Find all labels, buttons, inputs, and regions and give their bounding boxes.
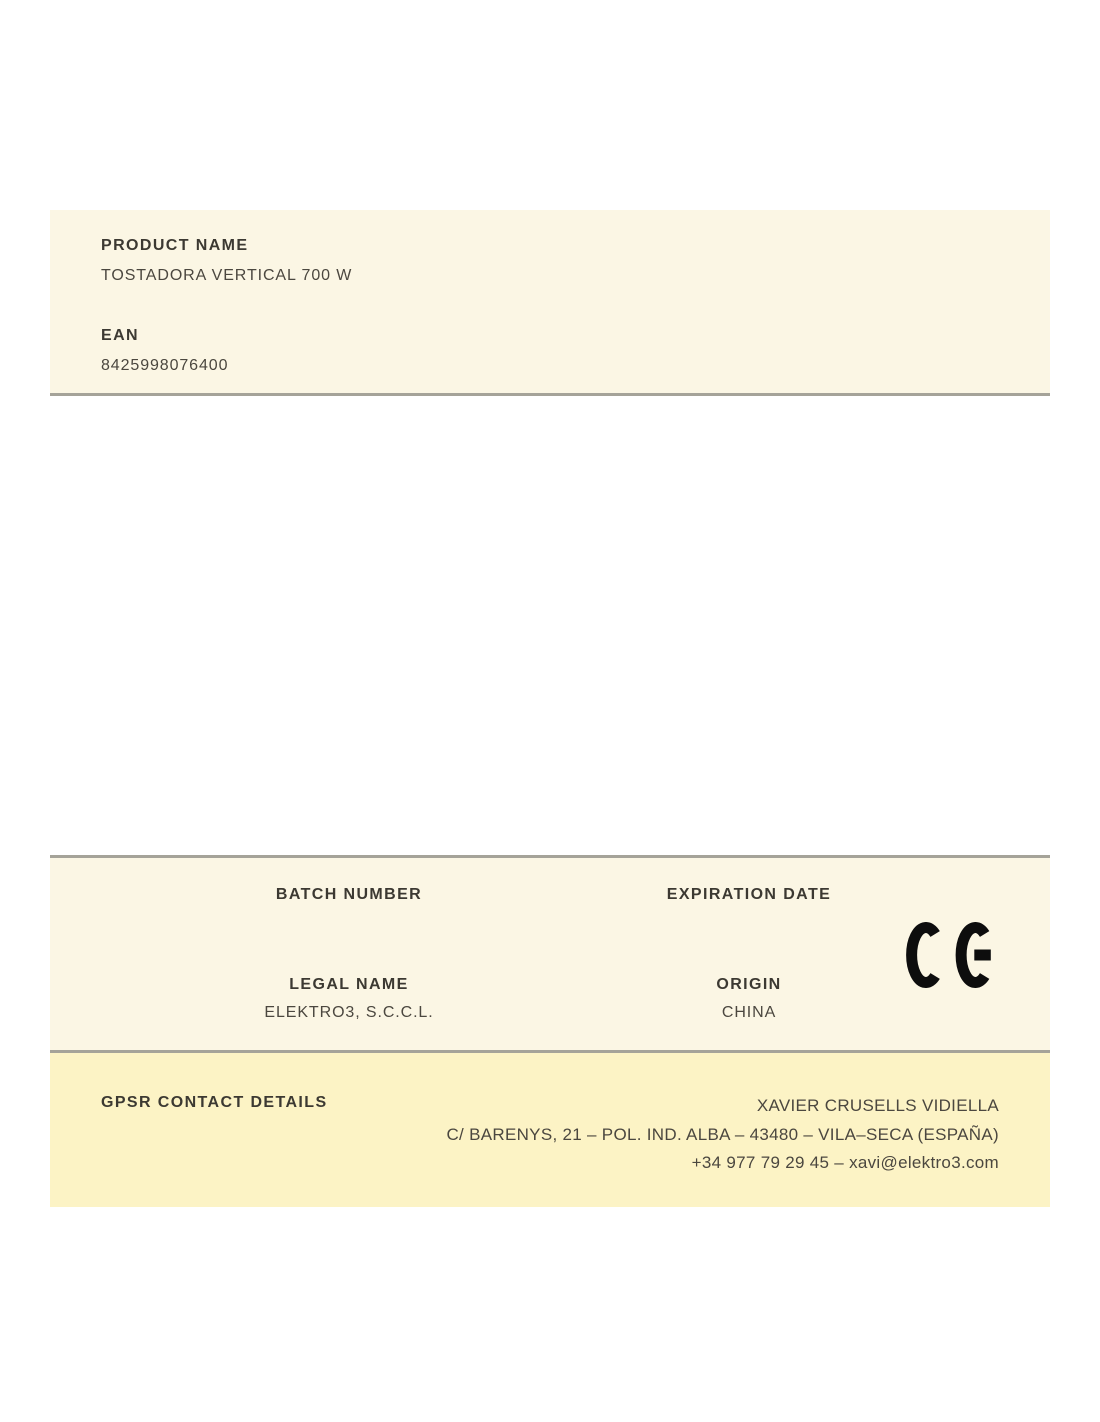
- batch-number-label: BATCH NUMBER: [275, 886, 423, 903]
- product-section: [50, 210, 1050, 396]
- product-name-label: PRODUCT NAME: [101, 237, 249, 254]
- gpsr-contact-phone-email: +34 977 79 29 45 – xavi@elektro3.com: [691, 1153, 999, 1172]
- traceability-section: [50, 855, 1050, 1053]
- gpsr-contact-details: [446, 1092, 999, 1178]
- expiration-date-field: [499, 886, 999, 904]
- gpsr-contact-name: XAVIER CRUSELLS VIDIELLA: [756, 1096, 999, 1115]
- expiration-date-label: EXPIRATION DATE: [666, 886, 832, 903]
- gpsr-contact-section: [50, 1053, 1050, 1207]
- legal-name-label: LEGAL NAME: [289, 976, 409, 993]
- ean-value: 8425998076400: [101, 357, 229, 374]
- origin-value: CHINA: [721, 1004, 777, 1021]
- origin-label: ORIGIN: [716, 976, 782, 993]
- gpsr-contact-address: C/ BARENYS, 21 – POL. IND. ALBA – 43480 – VILA–SECA (ESPAÑA): [446, 1124, 999, 1144]
- product-name-field: [101, 237, 1050, 285]
- ean-label: EAN: [101, 327, 139, 344]
- legal-name-value: ELEKTRO3, S.C.C.L.: [264, 1004, 434, 1021]
- ce-marking-icon: [903, 922, 995, 988]
- gpsr-contact-label: GPSR CONTACT DETAILS: [101, 1094, 328, 1111]
- product-name-value: TOSTADORA VERTICAL 700 W: [101, 267, 353, 284]
- ean-field: [101, 327, 1050, 375]
